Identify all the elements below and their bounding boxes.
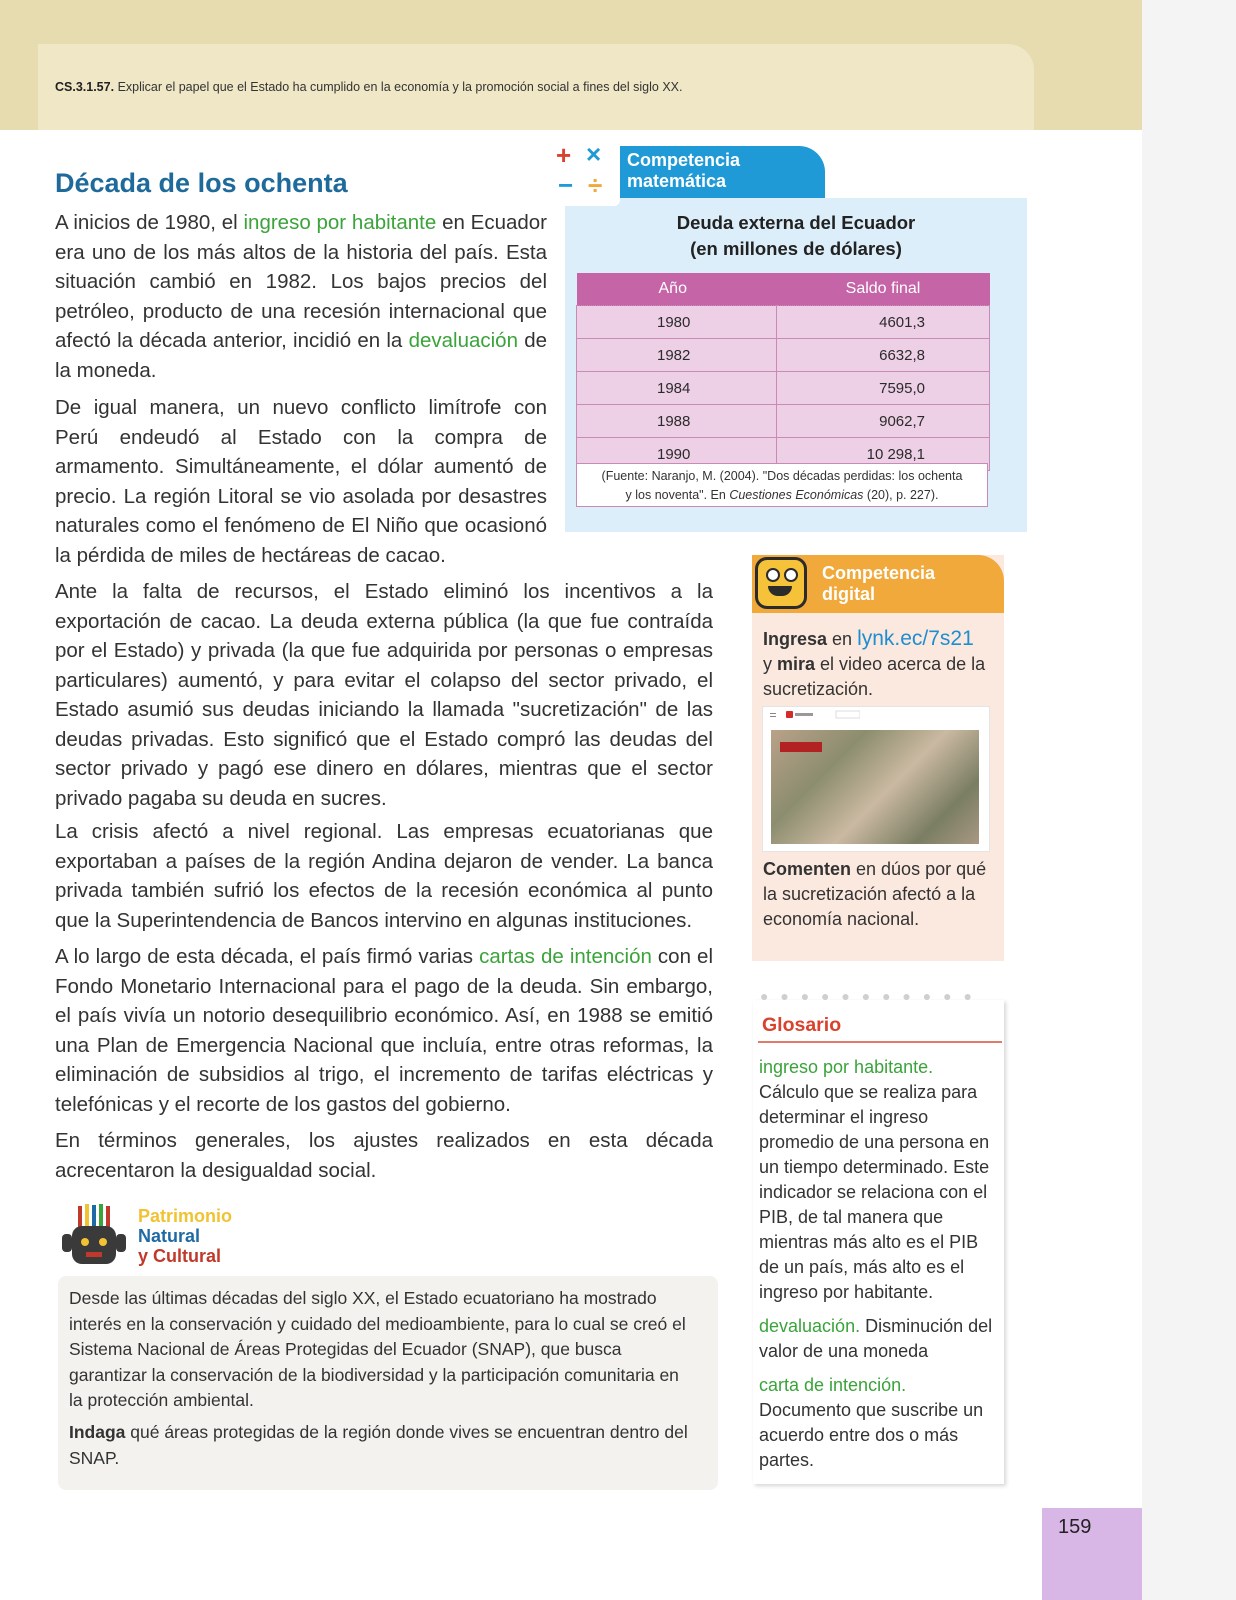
verb-comenten: Comenten (763, 859, 852, 879)
heritage-paragraph: Desde las últimas décadas del siglo XX, el Estado ecuatoriano ha mostrado interés en la conservación y cuidado del medioambiente, para lo cual se creó el Sistema Nacional de Áreas Protegidas del Ecuador (SNAP), que busca garantizar la conservación de la biodiversidad y la participación comunitaria en la protección ambiental. (69, 1288, 686, 1410)
video-tag (780, 742, 822, 752)
text: en Ecuador era uno de los más altos de la historia del país. Esta situación cambió en 1982. Los bajos precios del petróleo, producto de una recesión internacional que afectó la década anterior, incidió en la (55, 211, 548, 352)
table-subtitle: (en millones de dólares) (690, 238, 902, 259)
heritage-title-2: Natural (138, 1226, 201, 1246)
text: con el Fondo Monetario Internacional para el pago de la deuda. Sin embargo, el país vivía un notorio desequilibrio económico. Así, en 1988 se emitió una Plan de Emergencia Nacional que incluía, entre otras reformas, la eliminación de subsidios al trigo, el incremento de tarifas eléctricas y telefónicas y el recorte de los gastos del gobierno. (55, 945, 713, 1116)
table-title (565, 210, 1027, 262)
glossary-definition: Documento que suscribe un acuerdo entre dos o más partes. (759, 1400, 984, 1470)
table-source (576, 463, 988, 507)
title-line: digital (822, 584, 875, 604)
section-title: Década de los ochenta (55, 168, 348, 198)
cell-value: 4601,3 (777, 306, 990, 339)
heritage-title-3: y Cultural (138, 1246, 222, 1266)
table-title-line: Deuda externa del Ecuador (676, 212, 916, 233)
cell-year: 1984 (577, 372, 777, 405)
paragraph-5 (55, 942, 713, 1119)
term-cartas: cartas de intención (479, 945, 652, 968)
cell-year: 1982 (577, 339, 777, 372)
glossary-term: devaluación. (759, 1316, 861, 1336)
glossary-divider (758, 1041, 1002, 1043)
title-line: Competencia (822, 563, 936, 583)
table-row (577, 372, 990, 405)
robot-icon (755, 557, 807, 609)
text: (20), p. 227). (863, 488, 939, 502)
mask-icon (60, 1204, 130, 1276)
paragraph-3: Ante la falta de recursos, el Estado eliminó los incentivos a la exportación de cacao. La deuda externa pública (la que fue contraída por el Estado) y privada (la que fue adquirida por personas o empresas particulares) aumentó, y para evitar el colapso del sector privado, el Estado asumió sus deudas iniciando la llamada "sucretización" de las deudas privadas. Esto significó que el Estado compró las deudas del sector privado y pagó ese dinero en dólares, mientras que el sector privado pagaba su deuda en sucres. (55, 580, 713, 810)
glossary-definition: Cálculo que se realiza para determinar el ingreso promedio de una persona en un tiempo determinado. Este indicador se relaciona con el PIB, de tal manera que mientras más alto es el PIB de un país, más alto es el ingreso por habitante. (759, 1082, 990, 1302)
glossary-title: Glosario (762, 1014, 842, 1036)
paragraph-6: En términos generales, los ajustes realizados en esta década acrecentaron la desigualdad social. (55, 1129, 713, 1182)
table-header-row (577, 273, 990, 306)
cell-value: 6632,8 (777, 339, 990, 372)
cell-year: 1988 (577, 405, 777, 438)
source-line (577, 486, 987, 505)
paragraph-1 (55, 208, 547, 385)
glossary-definition: Disminución del valor de una moneda (759, 1316, 993, 1361)
video-toolbar (770, 710, 860, 722)
text: y (763, 654, 778, 674)
page-number-box (1042, 1508, 1142, 1600)
cell-value: 9062,7 (777, 405, 990, 438)
text: y los noventa". En (625, 488, 730, 502)
title-line: matemática (627, 171, 727, 191)
skill-criterion (55, 80, 682, 94)
text: A inicios de 1980, el (55, 211, 244, 234)
math-competency-title (627, 150, 740, 192)
glossary-term: ingreso por habitante. (759, 1057, 934, 1077)
digital-task (763, 857, 995, 932)
digital-competency-title (822, 563, 935, 605)
page-margin (1142, 0, 1236, 1600)
journal-name: Cuestiones Económicas (729, 488, 864, 502)
title-line: Competencia (627, 150, 741, 170)
heritage-title-1: Patrimonio (138, 1206, 233, 1226)
math-operations-icon: + × − ÷ (554, 140, 620, 206)
text: de la moneda. (55, 329, 548, 382)
heritage-task (69, 1420, 695, 1471)
term-devaluacion: devaluación (408, 329, 518, 352)
table-row (577, 339, 990, 372)
paragraph-2: De igual manera, un nuevo conflicto limítrofe con Perú endeudó al Estado con la compra de armamento. Simultáneamente, el dólar aumentó de precio. La región Litoral se vio asolada por desastres naturales como el fenómeno de El Niño que ocasionó la pérdida de miles de hectáreas de cacao. (55, 396, 547, 567)
verb-ingresa: Ingresa (763, 629, 828, 649)
text: en dúos por qué la sucretización afectó a la economía nacional. (763, 859, 987, 929)
term-ingreso: ingreso por habitante (243, 211, 437, 234)
text: el video acerca de la sucretización. (763, 654, 986, 699)
table-row (577, 405, 990, 438)
spiral-rings: ● ● ● ● ● ● ● ● ● ● ● (760, 988, 976, 1004)
source-line: (Fuente: Naranjo, M. (2004). "Dos décadas perdidas: los ochenta (601, 469, 963, 483)
column-header-year: Año (577, 273, 777, 306)
page-number: 159 (1058, 1516, 1092, 1538)
glossary-term: carta de intención. (759, 1375, 907, 1395)
table-row (577, 306, 990, 339)
glossary-entry (759, 1373, 997, 1473)
column-header-balance: Saldo final (777, 273, 990, 306)
verb-indaga: Indaga (69, 1422, 126, 1442)
glossary-entry (759, 1055, 997, 1305)
text: en (827, 629, 858, 649)
digital-instructions (763, 626, 995, 702)
text: qué áreas protegidas de la región donde vives se encuentran dentro del SNAP. (69, 1422, 688, 1468)
debt-table (576, 273, 990, 471)
cell-year: 1990 (577, 438, 777, 471)
cell-value: 7595,0 (777, 372, 990, 405)
cell-value: 10 298,1 (777, 438, 990, 471)
video-link[interactable]: lynk.ec/7s21 (857, 627, 974, 650)
text: A lo largo de esta década, el país firmó varias (55, 945, 480, 968)
cell-year: 1980 (577, 306, 777, 339)
verb-mira: mira (777, 654, 816, 674)
youtube-bar-icon (770, 710, 860, 720)
skill-code: CS.3.1.57. (55, 80, 115, 94)
paragraph-4: La crisis afectó a nivel regional. Las empresas ecuatorianas que exportaban a países de la región Andina dejaron de vender. La banca privada también sufrió los efectos de la recesión económica al punto que la Superintendencia de Bancos intervino en algunas instituciones. (55, 820, 713, 932)
skill-text: Explicar el papel que el Estado ha cumplido en la economía y la promoción social a fines del siglo XX. (117, 80, 683, 94)
glossary-entry (759, 1314, 997, 1364)
